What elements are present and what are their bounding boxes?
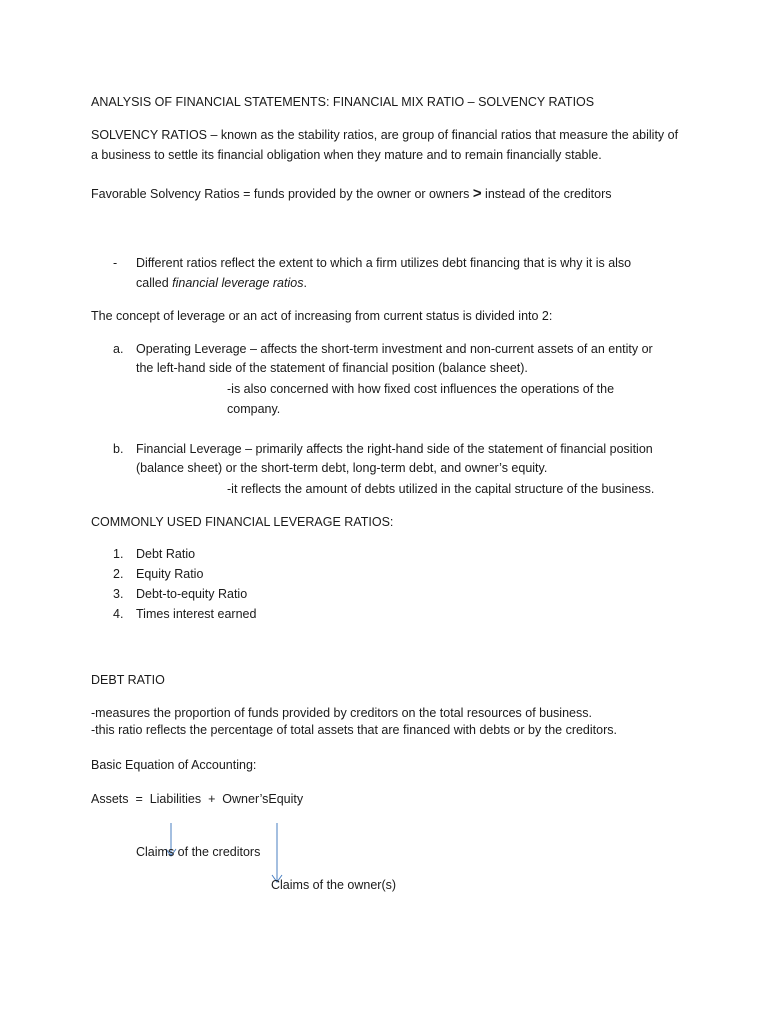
ratio-label-3: Debt-to-equity Ratio xyxy=(136,587,248,601)
solvency-definition-line-2: a business to settle its financial obligation when they mature and to remain financially stable. xyxy=(91,148,602,162)
financial-marker: b. xyxy=(113,442,124,456)
favorable-left-text: Favorable Solvency Ratios = funds provided by the owner or owners xyxy=(91,187,473,201)
solvency-definition-line-1: SOLVENCY RATIOS – known as the stability ratios, are group of financial ratios that measure the ability of xyxy=(91,128,679,142)
claims-owners-label: Claims of the owner(s) xyxy=(271,878,397,892)
financial-leverage-ratios-italic: financial leverage ratios xyxy=(172,276,304,290)
financial-line-2: (balance sheet) or the short-term debt, long-term debt, and owner’s equity. xyxy=(136,461,548,475)
ratio-number-1: 1. xyxy=(113,547,124,561)
financial-line-3: -it reflects the amount of debts utilized in the capital structure of the business. xyxy=(227,482,655,496)
operating-line-3: -is also concerned with how fixed cost influences the operations of the xyxy=(227,382,615,396)
operating-line-1: Operating Leverage – affects the short-term investment and non-current assets of an entity or xyxy=(136,342,653,356)
debt-ratio-line-1: -measures the proportion of funds provided by creditors on the total resources of business. xyxy=(91,706,592,720)
financial-line-1: Financial Leverage – primarily affects the right-hand side of the statement of financial position xyxy=(136,442,653,456)
operating-marker: a. xyxy=(113,342,124,356)
accounting-equation: Assets = Liabilities + Owner’sEquity xyxy=(91,792,304,806)
operating-line-2: the left-hand side of the statement of financial position (balance sheet). xyxy=(136,361,528,375)
document-title: ANALYSIS OF FINANCIAL STATEMENTS: FINANCIAL MIX RATIO – SOLVENCY RATIOS xyxy=(91,95,595,109)
debt-ratio-heading: DEBT RATIO xyxy=(91,673,165,687)
operating-line-4: company. xyxy=(227,402,281,416)
bullet-dash: - xyxy=(113,256,118,270)
common-ratios-heading: COMMONLY USED FINANCIAL LEVERAGE RATIOS: xyxy=(91,515,394,529)
leverage-intro: The concept of leverage or an act of increasing from current status is divided into 2: xyxy=(91,309,553,323)
claims-creditors-label: Claims of the creditors xyxy=(136,845,261,859)
bullet-line-1: Different ratios reflect the extent to which a firm utilizes debt financing that is why it is also xyxy=(136,256,632,270)
bullet-line-2-suffix: . xyxy=(303,276,307,290)
bullet-line-2-prefix: called xyxy=(136,276,173,290)
debt-ratio-line-2: -this ratio reflects the percentage of total assets that are financed with debts or by the creditors. xyxy=(91,723,617,737)
ratio-label-1: Debt Ratio xyxy=(136,547,196,561)
greater-than-symbol: > xyxy=(472,185,482,202)
favorable-right-text: instead of the creditors xyxy=(481,187,612,201)
basic-equation-heading: Basic Equation of Accounting: xyxy=(91,758,257,772)
ratio-number-2: 2. xyxy=(113,567,124,581)
ratio-number-4: 4. xyxy=(113,607,124,621)
ratio-number-3: 3. xyxy=(113,587,124,601)
ratio-label-4: Times interest earned xyxy=(136,607,257,621)
ratio-label-2: Equity Ratio xyxy=(136,567,204,581)
